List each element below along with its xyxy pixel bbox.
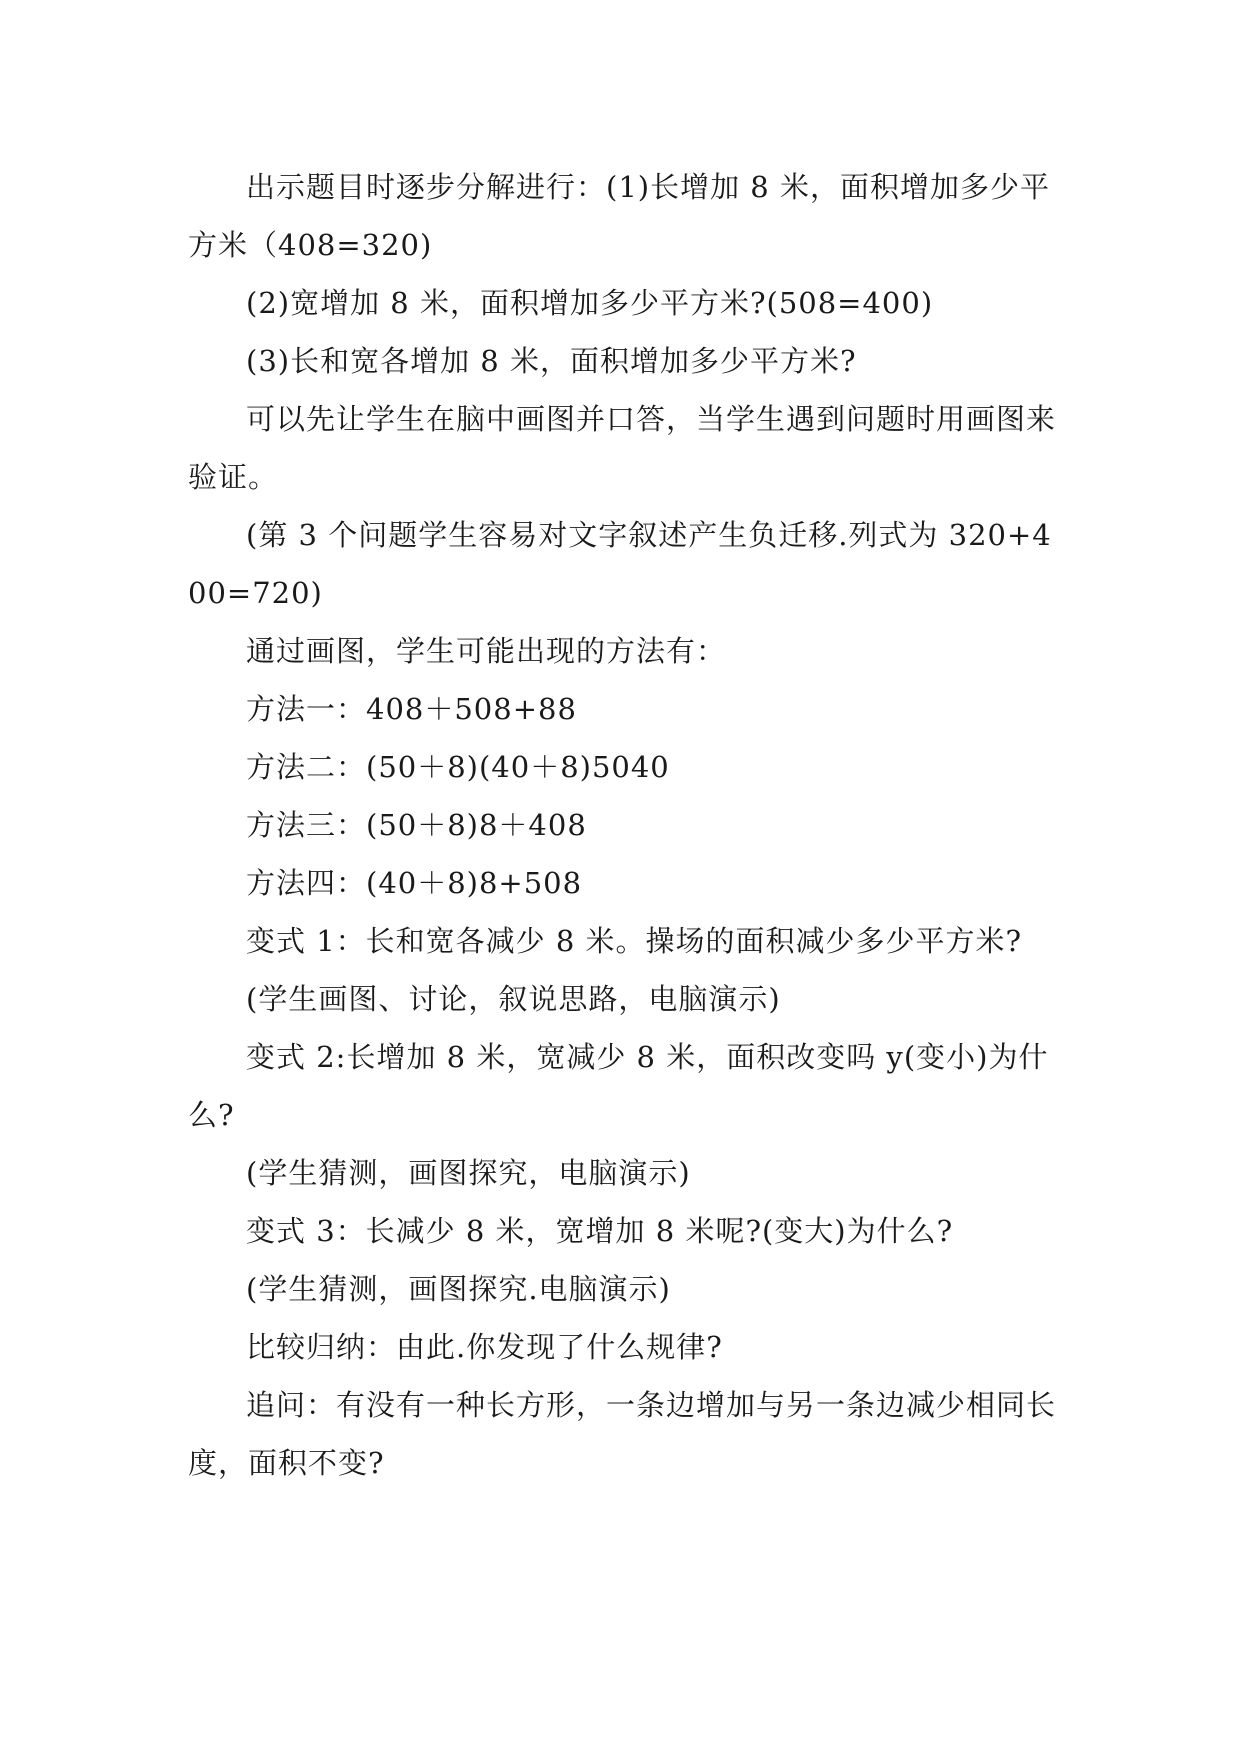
- paragraph-12: (学生画图、讨论，叙说思路，电脑演示): [246, 982, 781, 1016]
- paragraph-10: 方法四：(40＋8)8+508: [246, 866, 583, 900]
- paragraph-5: (第 3 个问题学生容易对文字叙述产生负迁移.列式为 320+400=720): [188, 518, 1052, 610]
- paragraph-7: 方法一：408＋508+88: [246, 692, 577, 726]
- paragraph-15: 变式 3：长减少 8 米，宽增加 8 米呢?(变大)为什么?: [246, 1214, 954, 1248]
- paragraph-18: 追问：有没有一种长方形，一条边增加与另一条边减少相同长度，面积不变?: [188, 1388, 1057, 1480]
- paragraph-4: 可以先让学生在脑中画图并口答，当学生遇到问题时用画图来验证。: [188, 402, 1057, 494]
- paragraph-1: 出示题目时逐步分解进行：(1)长增加 8 米，面积增加多少平方米（408=320): [188, 170, 1050, 262]
- paragraph-2: (2)宽增加 8 米，面积增加多少平方米?(508=400): [246, 286, 934, 320]
- paragraph-3: (3)长和宽各增加 8 米，面积增加多少平方米?: [246, 344, 857, 378]
- paragraph-6: 通过画图，学生可能出现的方法有：: [246, 634, 727, 668]
- paragraph-8: 方法二：(50＋8)(40＋8)5040: [246, 750, 670, 784]
- paragraph-17: 比较归纳：由此.你发现了什么规律?: [246, 1330, 723, 1364]
- paragraph-9: 方法三：(50＋8)8＋408: [246, 808, 587, 842]
- paragraph-11: 变式 1：长和宽各减少 8 米。操场的面积减少多少平方米?: [246, 924, 1023, 958]
- paragraph-14: (学生猜测，画图探究，电脑演示): [246, 1156, 691, 1190]
- document-body: [188, 158, 1060, 1492]
- paragraph-16: (学生猜测，画图探究.电脑演示): [246, 1272, 671, 1306]
- paragraph-13: 变式 2:长增加 8 米，宽减少 8 米，面积改变吗 y(变小)为什么?: [188, 1040, 1049, 1132]
